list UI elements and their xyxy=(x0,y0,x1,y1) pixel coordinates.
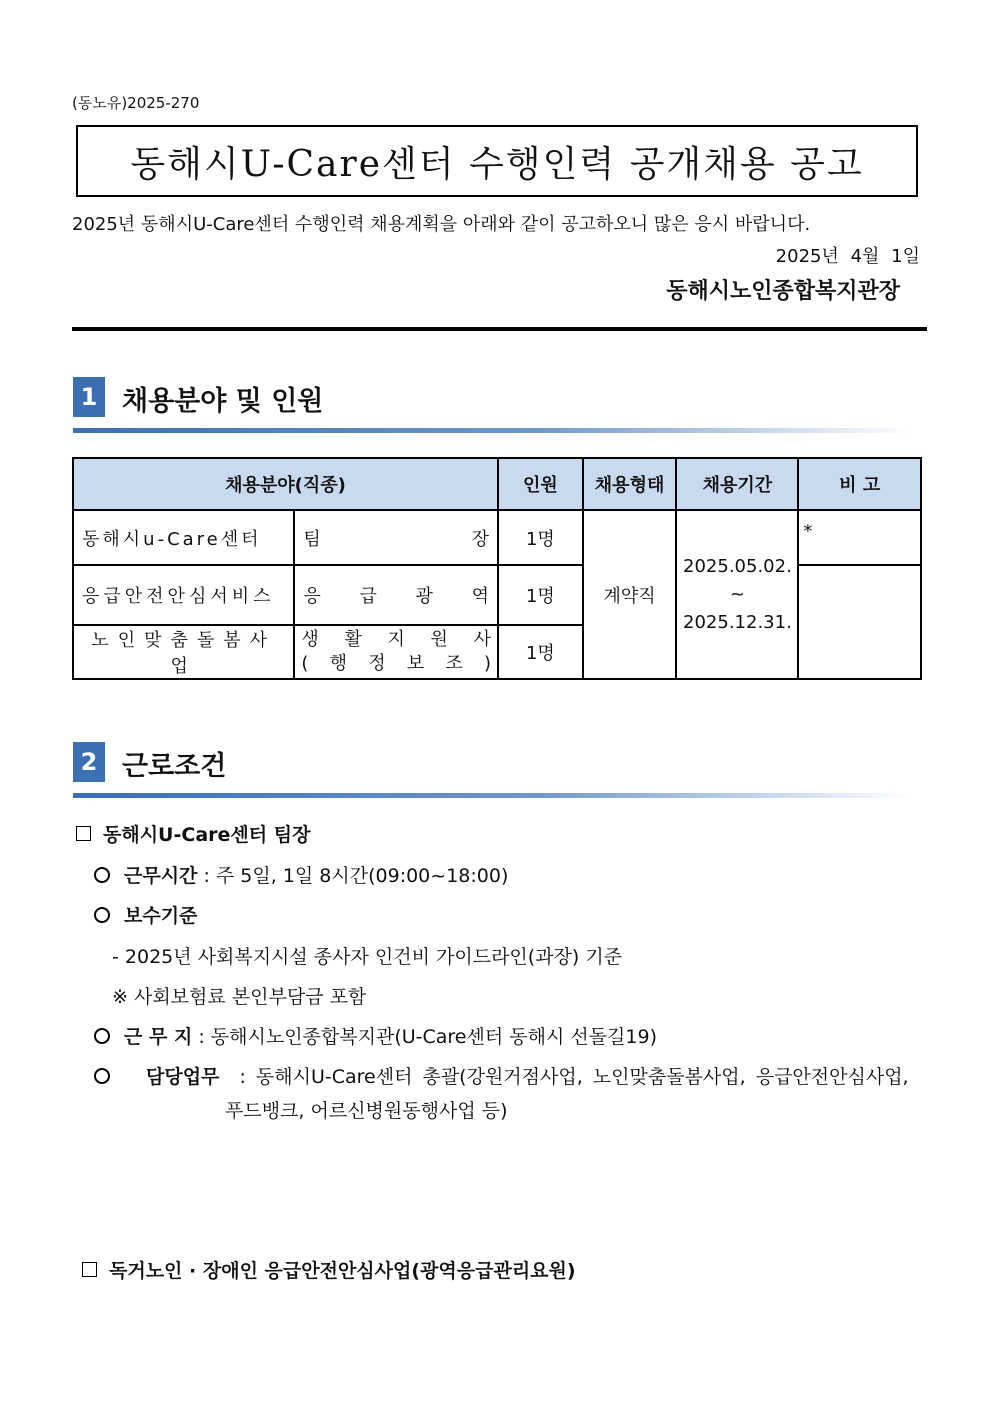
workplace-item: 근 무 지 : 동해시노인종합복지관(U-Care센터 동해시 선돌길19) xyxy=(94,1022,657,1049)
program-cell xyxy=(73,625,294,679)
recruitment-table xyxy=(72,457,922,680)
header-type: 채용형태 xyxy=(583,458,677,510)
type-cell: 계약직 xyxy=(583,510,677,679)
subsection-1-heading: 동해시U-Care센터 팀장 xyxy=(76,820,310,847)
count-cell: 1명 xyxy=(498,510,583,565)
duty-item: 담당업무 : 동해시U-Care센터 총괄(강원거점사업, 노인맞춤돌봄사업, 응급안전안심사업, xyxy=(94,1062,924,1089)
count-cell: 1명 xyxy=(498,565,583,625)
pay-standard-item: 보수기준 xyxy=(94,901,197,928)
remark-cell-empty xyxy=(798,565,921,679)
job-cell xyxy=(294,565,498,625)
period-start: 2025.05.02. xyxy=(683,555,792,577)
program-cell xyxy=(73,565,294,625)
section-2-underline xyxy=(73,793,913,798)
title-box xyxy=(76,125,918,197)
header-field: 채용분야(직종) xyxy=(73,458,498,510)
job-cell xyxy=(294,625,498,679)
remark-mark: * xyxy=(803,521,813,542)
job-name: 생 활 지 원 사 xyxy=(301,629,491,650)
header-count: 인원 xyxy=(498,458,583,510)
program-name: 동해시u-Care센터 xyxy=(82,528,262,550)
count-cell: 1명 xyxy=(498,625,583,679)
checkbox-square-icon xyxy=(82,1262,97,1277)
program-name: 응급안전안심서비스 xyxy=(82,586,275,607)
header-divider xyxy=(72,327,927,331)
job-cell xyxy=(294,510,498,565)
subsection-2-heading: 독거노인 · 장애인 응급안전안심사업(광역응급관리요원) xyxy=(82,1256,576,1283)
header-remark: 비 고 xyxy=(798,458,921,510)
job-name: 응 급 광 역 xyxy=(303,586,489,607)
circle-bullet-icon xyxy=(94,1068,110,1084)
program-cell xyxy=(73,510,294,565)
pay-note: ※ 사회보험료 본인부담금 포함 xyxy=(112,986,367,1008)
table-row xyxy=(73,510,921,565)
circle-bullet-icon xyxy=(94,867,110,883)
period-end: 2025.12.31. xyxy=(683,611,792,633)
job-char: 장 xyxy=(471,528,489,550)
section-1-underline xyxy=(73,428,913,433)
pay-detail: - 2025년 사회복지시설 종사자 인건비 가이드라인(과장) 기준 xyxy=(112,946,623,968)
table-header-row xyxy=(73,458,921,510)
intro-text: 2025년 동해시U-Care센터 수행인력 채용계획을 아래와 같이 공고하오니 많은 응시 바랍니다. xyxy=(72,214,811,235)
job-name-sub: ( 행 정 보 조 ) xyxy=(301,653,491,674)
circle-bullet-icon xyxy=(94,907,110,923)
checkbox-square-icon xyxy=(76,826,91,841)
duty-item-continued: 푸드뱅크, 어르신병원동행사업 등) xyxy=(225,1100,508,1122)
circle-bullet-icon xyxy=(94,1028,110,1044)
section-2-title: 근로조건 xyxy=(122,751,227,782)
section-1-title: 채용분야 및 인원 xyxy=(122,386,324,417)
job-char: 팀 xyxy=(303,528,321,550)
section-1-number: 1 xyxy=(73,377,105,417)
job-name xyxy=(295,525,497,551)
work-hours-item: 근무시간 : 주 5일, 1일 8시간(09:00~18:00) xyxy=(94,861,508,888)
program-name: 노인맞춤돌봄사업 xyxy=(91,630,277,677)
period-cell xyxy=(676,510,798,679)
period-separator: ~ xyxy=(729,583,745,605)
document-number: (동노유)2025-270 xyxy=(72,94,200,112)
section-2-number: 2 xyxy=(73,742,105,782)
remark-cell xyxy=(798,510,921,565)
page-title: 동해시U-Care센터 수행인력 공개채용 공고 xyxy=(130,143,864,185)
announcement-date: 2025년 4월 1일 xyxy=(775,246,920,267)
issuer-name: 동해시노인종합복지관장 xyxy=(666,279,900,304)
header-period: 채용기간 xyxy=(676,458,798,510)
